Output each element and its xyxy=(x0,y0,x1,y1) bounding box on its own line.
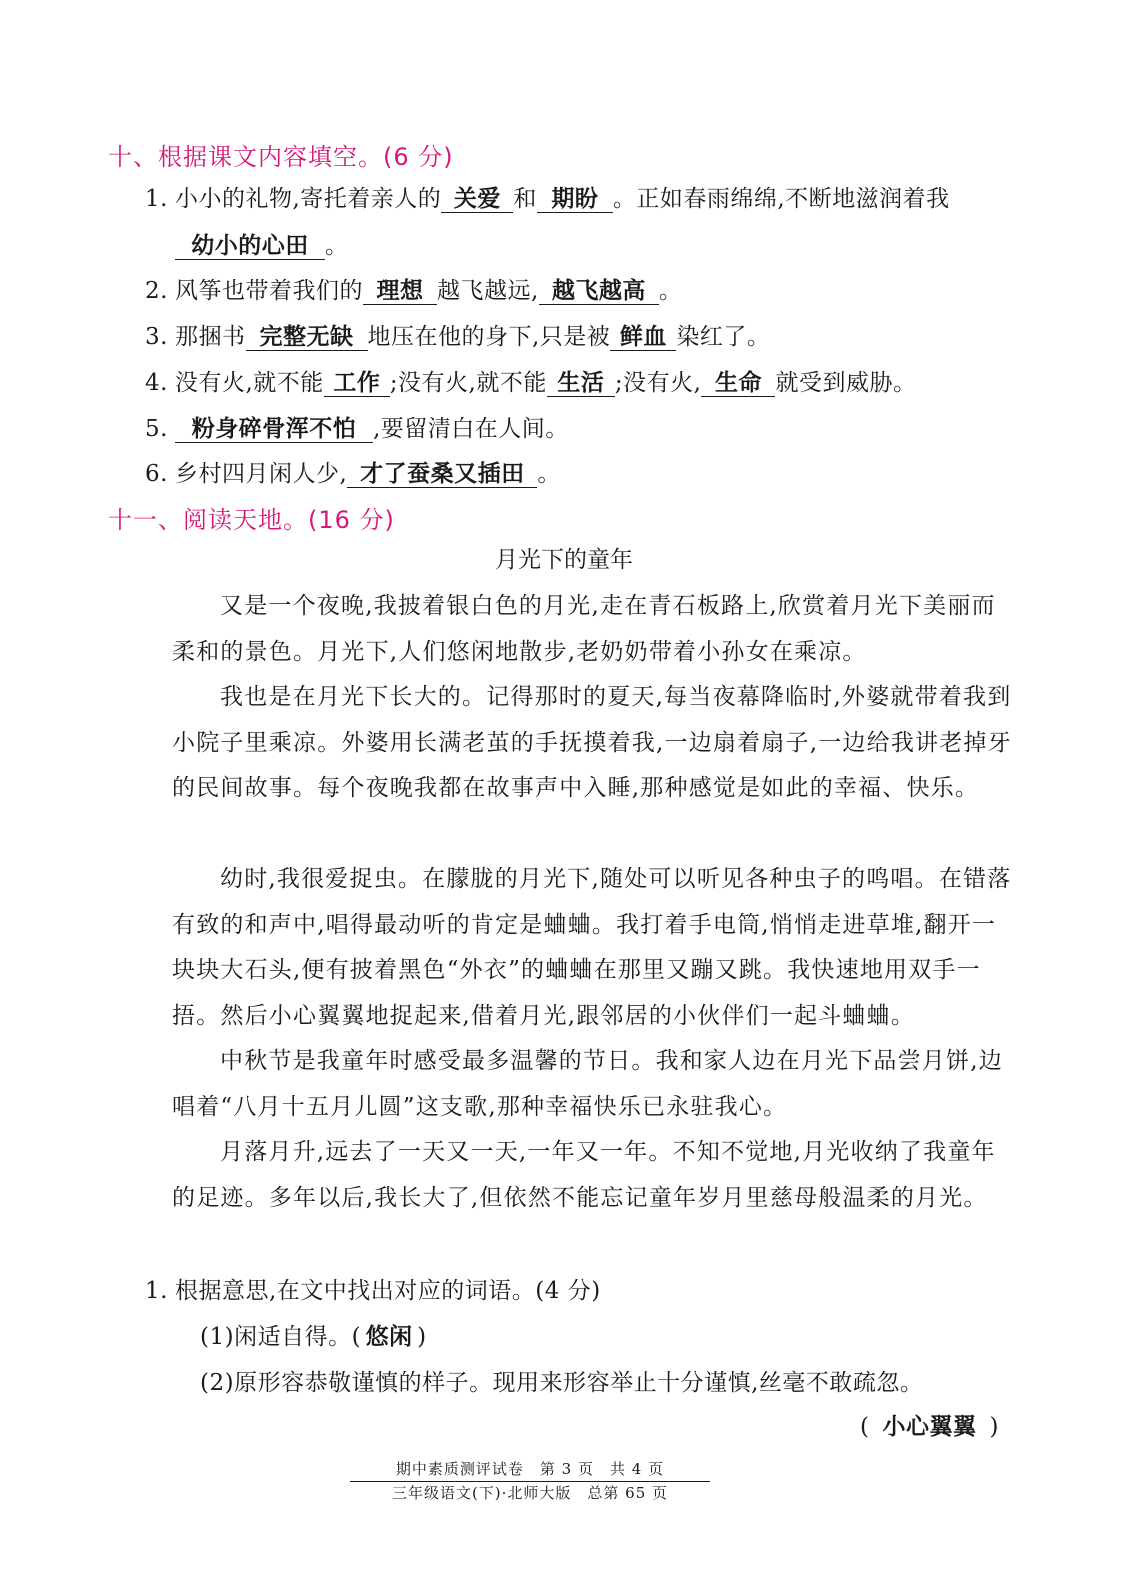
paren-open: ( xyxy=(860,1414,870,1440)
q10-1-line1 xyxy=(145,180,950,213)
question-text: 根据意思,在文中找出对应的词语。(4 分) xyxy=(175,1278,601,1304)
answer-blank: 工作 xyxy=(324,370,390,397)
answer-text: 悠闲 xyxy=(365,1324,413,1350)
question-number: 4. xyxy=(145,370,168,396)
question-text: 那捆书 xyxy=(175,324,246,350)
question-text: ,要留清白在人间。 xyxy=(373,416,569,442)
answer-blank: 完整无缺 xyxy=(246,324,368,351)
question-number: 2. xyxy=(145,278,168,304)
question-text: ;没有火, xyxy=(614,370,702,396)
section-10-heading: 十、根据课文内容填空。(6 分) xyxy=(108,143,454,171)
question-text: 小小的礼物,寄托着亲人的 xyxy=(175,186,442,212)
passage-paragraph-1: 又是一个夜晚,我披着银白色的月光,走在青石板路上,欣赏着月光下美丽而柔和的景色。月光下,人们悠闲地散步,老奶奶带着小孙女在乘凉。 xyxy=(172,593,996,665)
answer-blank: 生命 xyxy=(701,370,775,397)
answer-text: 小心翼翼 xyxy=(882,1414,977,1440)
answer-blank: 越飞越高 xyxy=(539,278,659,305)
sub-question-text: (2)原形容恭敬谨慎的样子。现用来形容举止十分谨慎,丝毫不敢疏忽。 xyxy=(200,1370,924,1396)
question-text: 地压在他的身下,只是被 xyxy=(367,324,611,350)
paren-close: ) xyxy=(989,1414,999,1440)
q10-6 xyxy=(145,455,561,488)
question-text: 越飞越远, xyxy=(437,278,539,304)
question-text: 。 xyxy=(537,461,561,487)
question-number: 1. xyxy=(145,1278,168,1304)
answer-blank: 鲜血 xyxy=(610,324,676,351)
question-text: 没有火,就不能 xyxy=(175,370,324,396)
q11-1-sub2 xyxy=(200,1364,923,1397)
question-text: 。 xyxy=(658,278,683,304)
sub-question-text: (1)闲适自得。( xyxy=(200,1324,362,1350)
question-text: 和 xyxy=(513,186,537,212)
passage-title: 月光下的童年 xyxy=(495,547,633,573)
question-text: 。正如春雨绵绵,不断地滋润着我 xyxy=(612,186,950,212)
passage-paragraph-2: 我也是在月光下长大的。记得那时的夏天,每当夜幕降临时,外婆就带着我到小院子里乘凉。外婆用长满老茧的手抚摸着我,一边扇着扇子,一边给我讲老掉牙的民间故事。每个夜晚我都在故事声中入睡,那种感觉是如此的幸福、快乐。 xyxy=(172,684,1012,801)
answer-blank: 粉身碎骨浑不怕 xyxy=(175,416,373,443)
q10-2 xyxy=(145,272,682,305)
passage-paragraph-4: 中秋节是我童年时感受最多温馨的节日。我和家人边在月光下品尝月饼,边唱着“八月十五月儿圆”这支歌,那种幸福快乐已永驻我心。 xyxy=(172,1048,1003,1120)
footer-book-info: 三年级语文(下)·北师大版 总第 65 页 xyxy=(391,1484,669,1502)
question-number: 5. xyxy=(145,416,168,442)
answer-blank: 才了蚕桑又插田 xyxy=(347,461,537,488)
passage-paragraph-3: 幼时,我很爱捉虫。在朦胧的月光下,随处可以听见各种虫子的鸣唱。在错落有致的和声中,唱得最动听的肯定是蛐蛐。我打着手电筒,悄悄走进草堆,翻开一块块大石头,便有披着黑色“外衣”的蛐蛐在那里又蹦又跳。我快速地用双手一捂。然后小心翼翼地捉起来,借着月光,跟邻居的小伙伴们一起斗蛐蛐。 xyxy=(172,866,1012,1029)
footer-page-info: 期中素质测评试卷 第 3 页 共 4 页 xyxy=(350,1458,710,1482)
passage-paragraph-5: 月落月升,远去了一天又一天,一年又一年。不知不觉地,月光收纳了我童年的足迹。多年以后,我长大了,但依然不能忘记童年岁月里慈母般温柔的月光。 xyxy=(172,1139,996,1211)
question-text: 染红了。 xyxy=(676,324,771,350)
answer-blank: 幼小的心田 xyxy=(175,233,325,260)
question-text: 风筝也带着我们的 xyxy=(175,278,363,304)
answer-blank: 生活 xyxy=(547,370,615,397)
q10-1-line2 xyxy=(175,227,349,260)
question-number: 6. xyxy=(145,461,168,487)
q11-1 xyxy=(145,1272,601,1305)
question-number: 3. xyxy=(145,324,168,350)
q11-1-sub2-answer xyxy=(860,1408,999,1441)
answer-blank: 期盼 xyxy=(537,186,613,213)
answer-blank: 关爱 xyxy=(441,186,513,213)
question-number: 1. xyxy=(145,186,168,212)
q10-4 xyxy=(145,364,916,397)
question-text: 就受到威胁。 xyxy=(775,370,917,396)
sub-question-text: ) xyxy=(417,1324,427,1350)
q11-1-sub1 xyxy=(200,1318,427,1351)
section-11-heading: 十一、阅读天地。(16 分) xyxy=(108,506,395,534)
question-text: ;没有火,就不能 xyxy=(389,370,547,396)
question-text: 。 xyxy=(325,233,349,259)
q10-3 xyxy=(145,318,770,351)
question-text: 乡村四月闲人少, xyxy=(175,461,348,487)
answer-blank: 理想 xyxy=(363,278,437,305)
q10-5 xyxy=(145,410,569,443)
